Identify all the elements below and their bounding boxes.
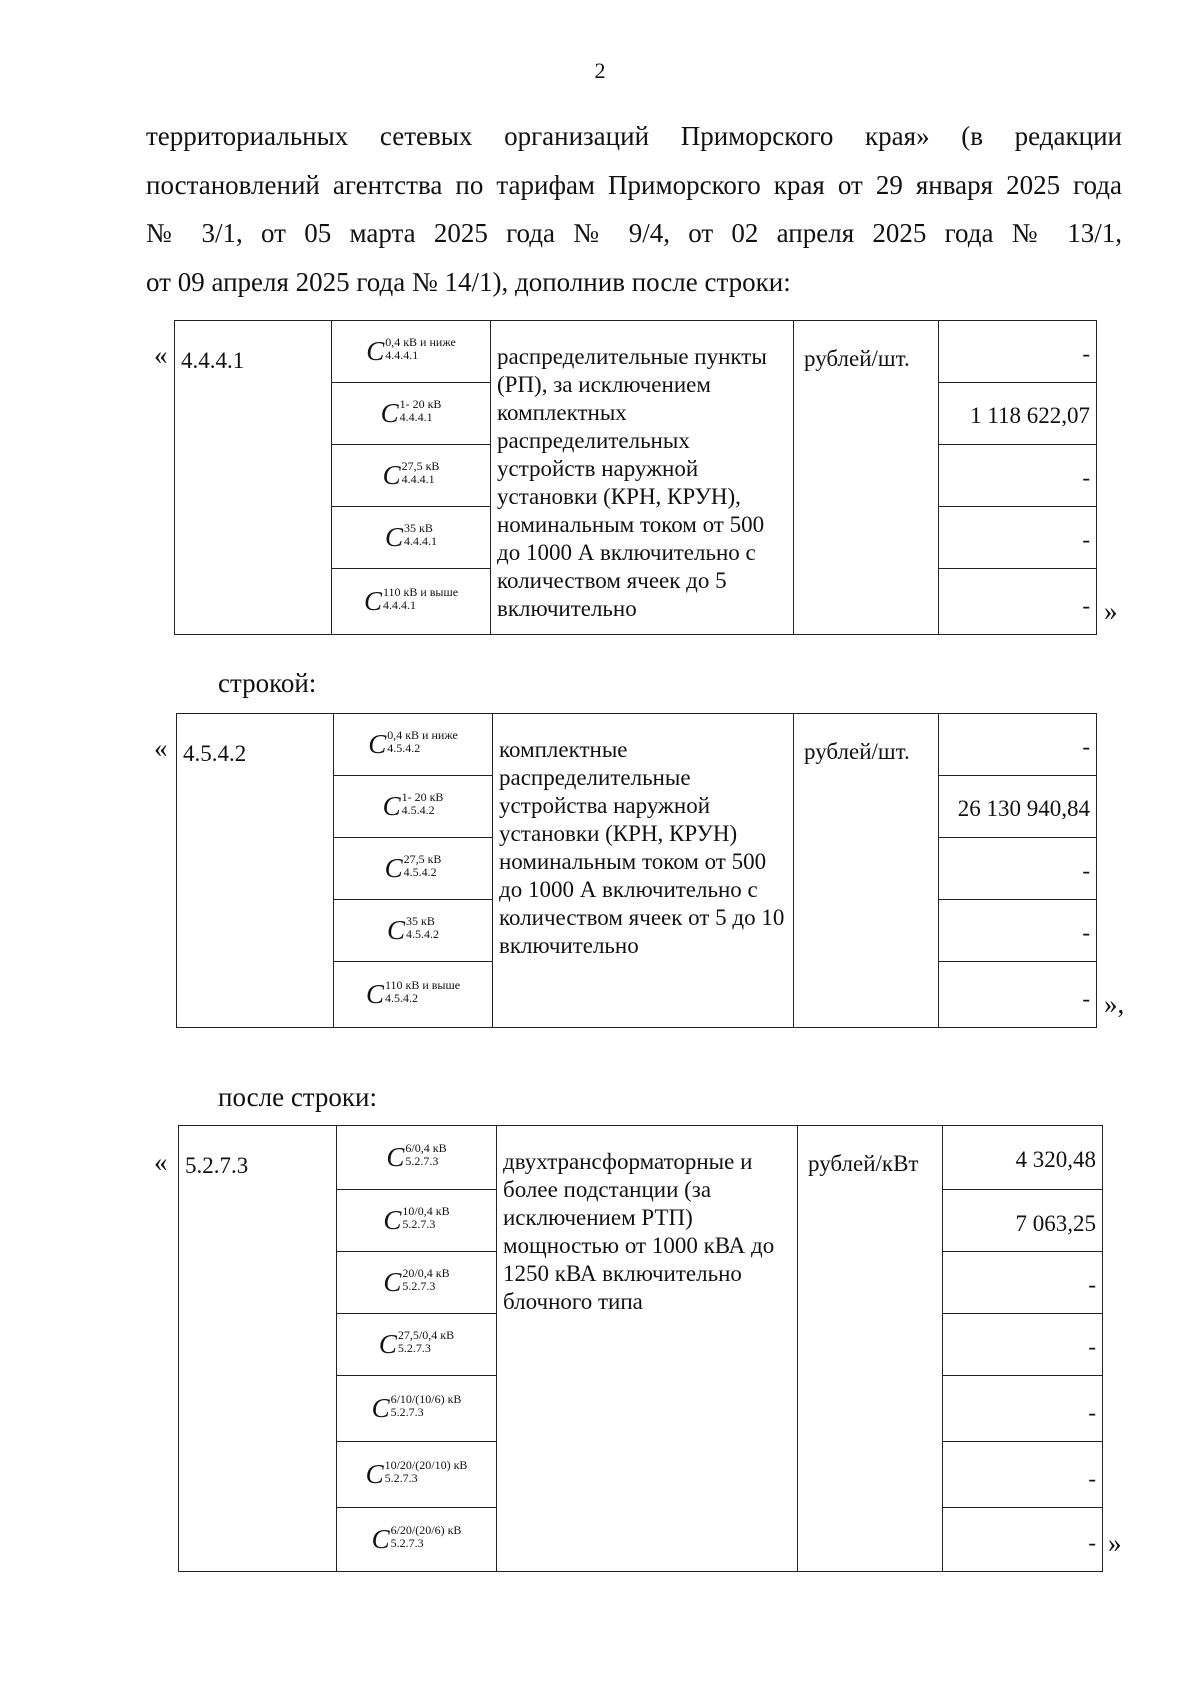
rate-symbol: C 0,4 кВ и ниже 4.5.4.2 xyxy=(334,714,493,776)
symbol-superscript: 110 кВ и выше xyxy=(384,978,461,992)
symbol-subscript: 5.2.7.3 xyxy=(402,1217,436,1231)
rate-value: - xyxy=(939,714,1097,776)
rate-symbol: C 6/10/(10/6) кВ 5.2.7.3 xyxy=(337,1376,497,1442)
symbol-superscript: 27,5 кВ xyxy=(403,852,442,866)
rate-symbol: C 10/0,4 кВ 5.2.7.3 xyxy=(337,1190,497,1252)
symbol-subscript: 4.5.4.2 xyxy=(401,803,435,817)
rate-symbol: C 0,4 кВ и ниже 4.4.4.1 xyxy=(332,321,491,383)
rate-symbol: C 35 кВ 4.4.4.1 xyxy=(332,507,491,569)
open-quote: « xyxy=(154,1147,168,1177)
symbol-subscript: 4.4.4.1 xyxy=(401,472,435,486)
rate-value: 1 118 622,07 xyxy=(939,383,1097,445)
row-description: двухтрансформаторные и более подстанции (за исключением РТП) мощностью от 1000 кВА до 1250 кВА включительно блочного типа xyxy=(497,1126,798,1572)
rate-symbol: C 110 кВ и выше 4.5.4.2 xyxy=(334,962,493,1028)
symbol-subscript: 4.4.4.1 xyxy=(404,534,437,548)
rate-symbol: C 35 кВ 4.5.4.2 xyxy=(334,900,493,962)
close-quote: » xyxy=(1104,596,1118,626)
rate-value: - xyxy=(943,1376,1103,1442)
symbol-superscript: 6/0,4 кВ xyxy=(405,1141,447,1155)
symbol-superscript: 6/20/(20/6) кВ xyxy=(390,1523,462,1537)
tariff-table-1 xyxy=(174,320,1097,635)
symbol-subscript: 5.2.7.3 xyxy=(402,1279,436,1293)
intro-line: территориальных сетевых организаций Приморского края» (в редакции xyxy=(146,121,1122,151)
intro-line: № 3/1, от 05 марта 2025 года № 9/4, от 02 апреля 2025 года № 13/1, xyxy=(146,218,1122,248)
rate-symbol: C 6/0,4 кВ 5.2.7.3 xyxy=(337,1126,497,1190)
symbol-superscript: 6/10/(10/6) кВ xyxy=(390,1392,462,1406)
rate-value: - xyxy=(939,569,1097,635)
symbol-subscript: 4.5.4.2 xyxy=(406,927,439,941)
intro-line: от 09 апреля 2025 года № 14/1), дополнив после строки: xyxy=(146,266,791,297)
rate-value: - xyxy=(939,838,1097,900)
row-code: 5.2.7.3 xyxy=(179,1126,337,1572)
rate-value: - xyxy=(943,1314,1103,1376)
symbol-subscript: 4.4.4.1 xyxy=(399,410,433,424)
symbol-superscript: 10/0,4 кВ xyxy=(402,1204,450,1218)
intro-paragraph xyxy=(146,112,1122,306)
rate-symbol: C 20/0,4 кВ 5.2.7.3 xyxy=(337,1252,497,1314)
rate-value: - xyxy=(939,507,1097,569)
rate-symbol: C 10/20/(20/10) кВ 5.2.7.3 xyxy=(337,1442,497,1508)
symbol-superscript: 1- 20 кВ xyxy=(399,397,442,411)
rate-value: - xyxy=(939,962,1097,1028)
row-description: комплектные распределительные устройства наружной установки (КРН, КРУН) номинальным током от 500 до 1000 А включительно с количеством ячеек от 5 до 10 включительно xyxy=(493,714,794,1028)
rate-symbol: C 27,5 кВ 4.4.4.1 xyxy=(332,445,491,507)
rate-value: - xyxy=(943,1508,1103,1572)
rate-value: - xyxy=(943,1252,1103,1314)
replace-with-label: строкой: xyxy=(218,668,317,698)
tariff-table-3 xyxy=(178,1125,1103,1572)
symbol-subscript: 4.5.4.2 xyxy=(403,865,437,879)
open-quote: « xyxy=(154,340,168,370)
row-description: распределительные пункты (РП), за исключением комплектных распределительных устройств наружной установки (КРН, КРУН), номинальным током от 500 до 1000 А включительно с количеством ячеек до 5 включительно xyxy=(491,321,794,635)
rate-value: 7 063,25 xyxy=(943,1190,1103,1252)
close-quote: » xyxy=(1108,1528,1122,1558)
rate-value: 26 130 940,84 xyxy=(939,776,1097,838)
rate-value: - xyxy=(939,900,1097,962)
rate-value: - xyxy=(943,1442,1103,1508)
rate-symbol: C 1- 20 кВ 4.4.4.1 xyxy=(332,383,491,445)
symbol-subscript: 4.5.4.2 xyxy=(387,741,421,755)
page-number: 2 xyxy=(594,58,606,83)
symbol-subscript: 5.2.7.3 xyxy=(384,1471,418,1485)
rate-symbol: C 6/20/(20/6) кВ 5.2.7.3 xyxy=(337,1508,497,1572)
after-row-label: после строки: xyxy=(218,1082,377,1112)
symbol-superscript: 35 кВ xyxy=(406,914,435,928)
row-code: 4.5.4.2 xyxy=(177,714,334,1028)
rate-value: - xyxy=(939,321,1097,383)
symbol-superscript: 20/0,4 кВ xyxy=(402,1266,450,1280)
open-quote: « xyxy=(154,733,168,763)
symbol-subscript: 5.2.7.3 xyxy=(405,1154,439,1168)
close-quote: », xyxy=(1104,989,1125,1019)
symbol-superscript: 10/20/(20/10) кВ xyxy=(384,1458,468,1472)
symbol-superscript: 27,5/0,4 кВ xyxy=(397,1328,455,1342)
intro-line: постановлений агентства по тарифам Приморского края от 29 января 2025 года xyxy=(146,169,1122,200)
symbol-superscript: 0,4 кВ и ниже xyxy=(387,728,458,742)
rate-value: 4 320,48 xyxy=(943,1126,1103,1190)
symbol-superscript: 1- 20 кВ xyxy=(401,790,444,804)
rate-symbol: C 27,5 кВ 4.5.4.2 xyxy=(334,838,493,900)
symbol-subscript: 5.2.7.3 xyxy=(390,1536,424,1550)
rate-symbol: C 110 кВ и выше 4.4.4.1 xyxy=(332,569,491,635)
symbol-subscript: 4.4.4.1 xyxy=(382,598,416,612)
rate-value: - xyxy=(939,445,1097,507)
row-unit: рублей/кВт xyxy=(798,1126,943,1572)
row-unit: рублей/шт. xyxy=(794,714,939,1028)
row-unit: рублей/шт. xyxy=(794,321,939,635)
rate-symbol: C 1- 20 кВ 4.5.4.2 xyxy=(334,776,493,838)
symbol-superscript: 110 кВ и выше xyxy=(382,585,459,599)
symbol-subscript: 4.4.4.1 xyxy=(385,348,419,362)
symbol-subscript: 5.2.7.3 xyxy=(397,1341,431,1355)
symbol-subscript: 5.2.7.3 xyxy=(390,1405,424,1419)
symbol-subscript: 4.5.4.2 xyxy=(384,991,418,1005)
symbol-superscript: 0,4 кВ и ниже xyxy=(385,335,456,349)
symbol-superscript: 27,5 кВ xyxy=(401,459,440,473)
row-code: 4.4.4.1 xyxy=(175,321,332,635)
tariff-table-2 xyxy=(176,713,1097,1028)
rate-symbol: C 27,5/0,4 кВ 5.2.7.3 xyxy=(337,1314,497,1376)
symbol-superscript: 35 кВ xyxy=(404,521,433,535)
